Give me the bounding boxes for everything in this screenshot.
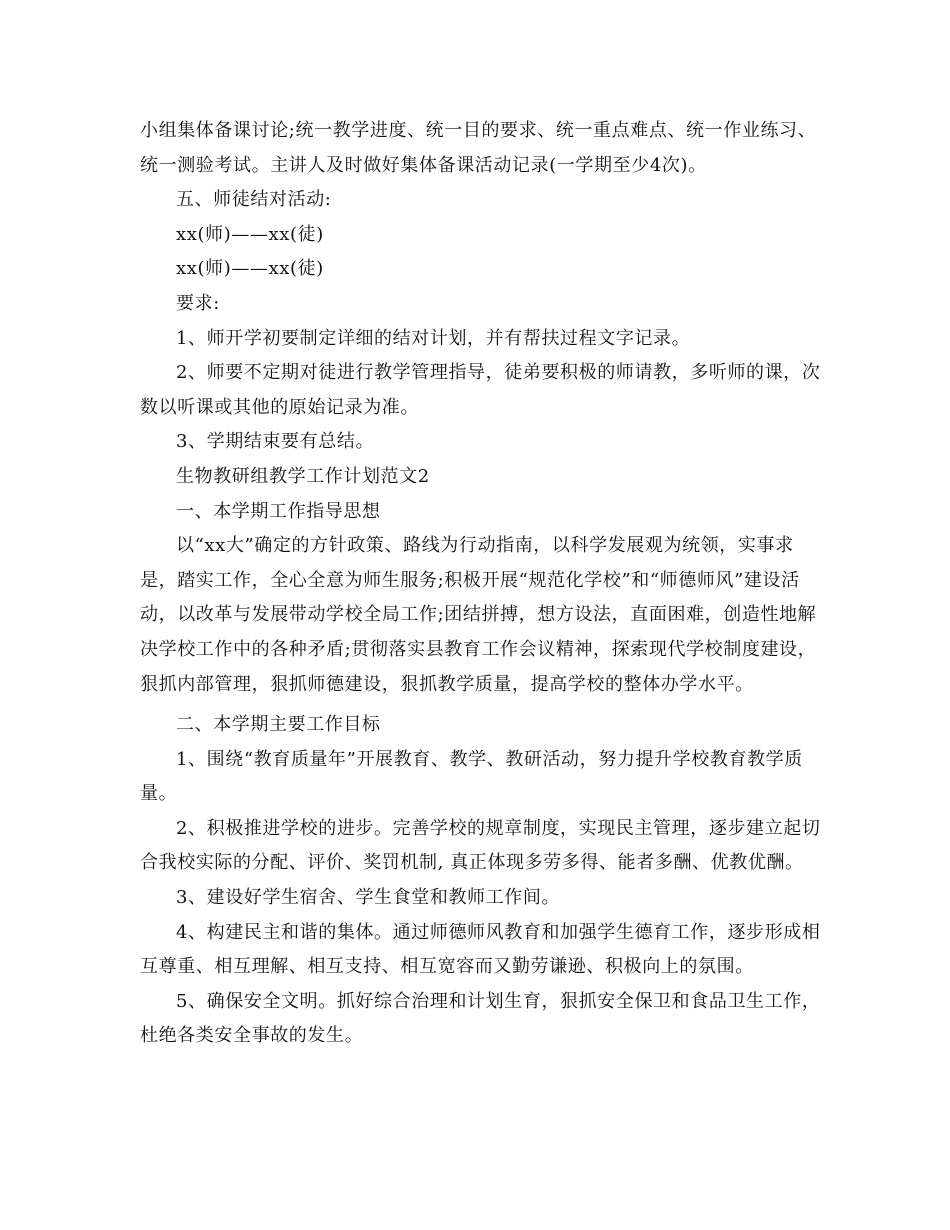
requirements-label: 要求:	[176, 292, 220, 314]
mentor-pair-2: xx(师)——xx(徒)	[176, 258, 324, 280]
heading-guiding-thought: 一、本学期工作指导思想	[176, 500, 381, 522]
heading-main-goals: 二、本学期主要工作目标	[176, 714, 381, 736]
requirement-2: 2、师要不定期对徒进行教学管理指导，徒弟要积极的师请教，多听师的课，次数以听课或其他的原始记录为准。	[140, 362, 821, 418]
goal-3: 3、建设好学生宿舍、学生食堂和教师工作间。	[176, 887, 561, 909]
paragraph-guiding-thought: 以“xx大”确定的方针政策、路线为行动指南，以科学发展观为统领，实事求是，踏实工作，全心全意为师生服务;积极开展“规范化学校”和“师德师风”建设活动，以改革与发展带动学校全局工作;团结拼搏，想方设法，直面困难，创造性地解决学校工作中的各种矛盾;贯彻落实县教育工作会议精神，探索现代学校制度建设，狠抓内部管理，狠抓师德建设，狠抓教学质量，提高学校的整体办学水平。	[140, 535, 817, 695]
goal-4: 4、构建民主和谐的集体。通过师德师风教育和加强学生德育工作，逐步形成相互尊重、相互理解、相互支持、相互宽容而又勤劳谦逊、积极向上的氛围。	[140, 921, 821, 978]
goal-5: 5、确保安全文明。抓好综合治理和计划生育，狠抓安全保卫和食品卫生工作，杜绝各类安全事故的发生。	[140, 990, 821, 1047]
requirement-1: 1、师开学初要制定详细的结对计划，并有帮扶过程文字记录。	[176, 327, 691, 349]
section-title-sample-2: 生物教研组教学工作计划范文2	[176, 465, 430, 487]
goal-2: 2、积极推进学校的进步。完善学校的规章制度，实现民主管理，逐步建立起切合我校实际的分配、评价、奖罚机制, 真正体现多劳多得、能者多酬、优教优酬。	[140, 817, 821, 874]
mentor-pair-1: xx(师)——xx(徒)	[176, 223, 324, 245]
paragraph-lesson-prep: 小组集体备课讨论;统一教学进度、统一目的要求、统一重点难点、统一作业练习、统一测验考试。主讲人及时做好集体备课活动记录(一学期至少4次)。	[140, 120, 817, 176]
requirement-3: 3、学期结束要有总结。	[176, 431, 375, 453]
goal-1: 1、围绕“教育质量年”开展教育、教学、教研活动，努力提升学校教育教学质量。	[140, 748, 803, 805]
heading-mentor-activity: 五、师徒结对活动:	[176, 189, 332, 211]
